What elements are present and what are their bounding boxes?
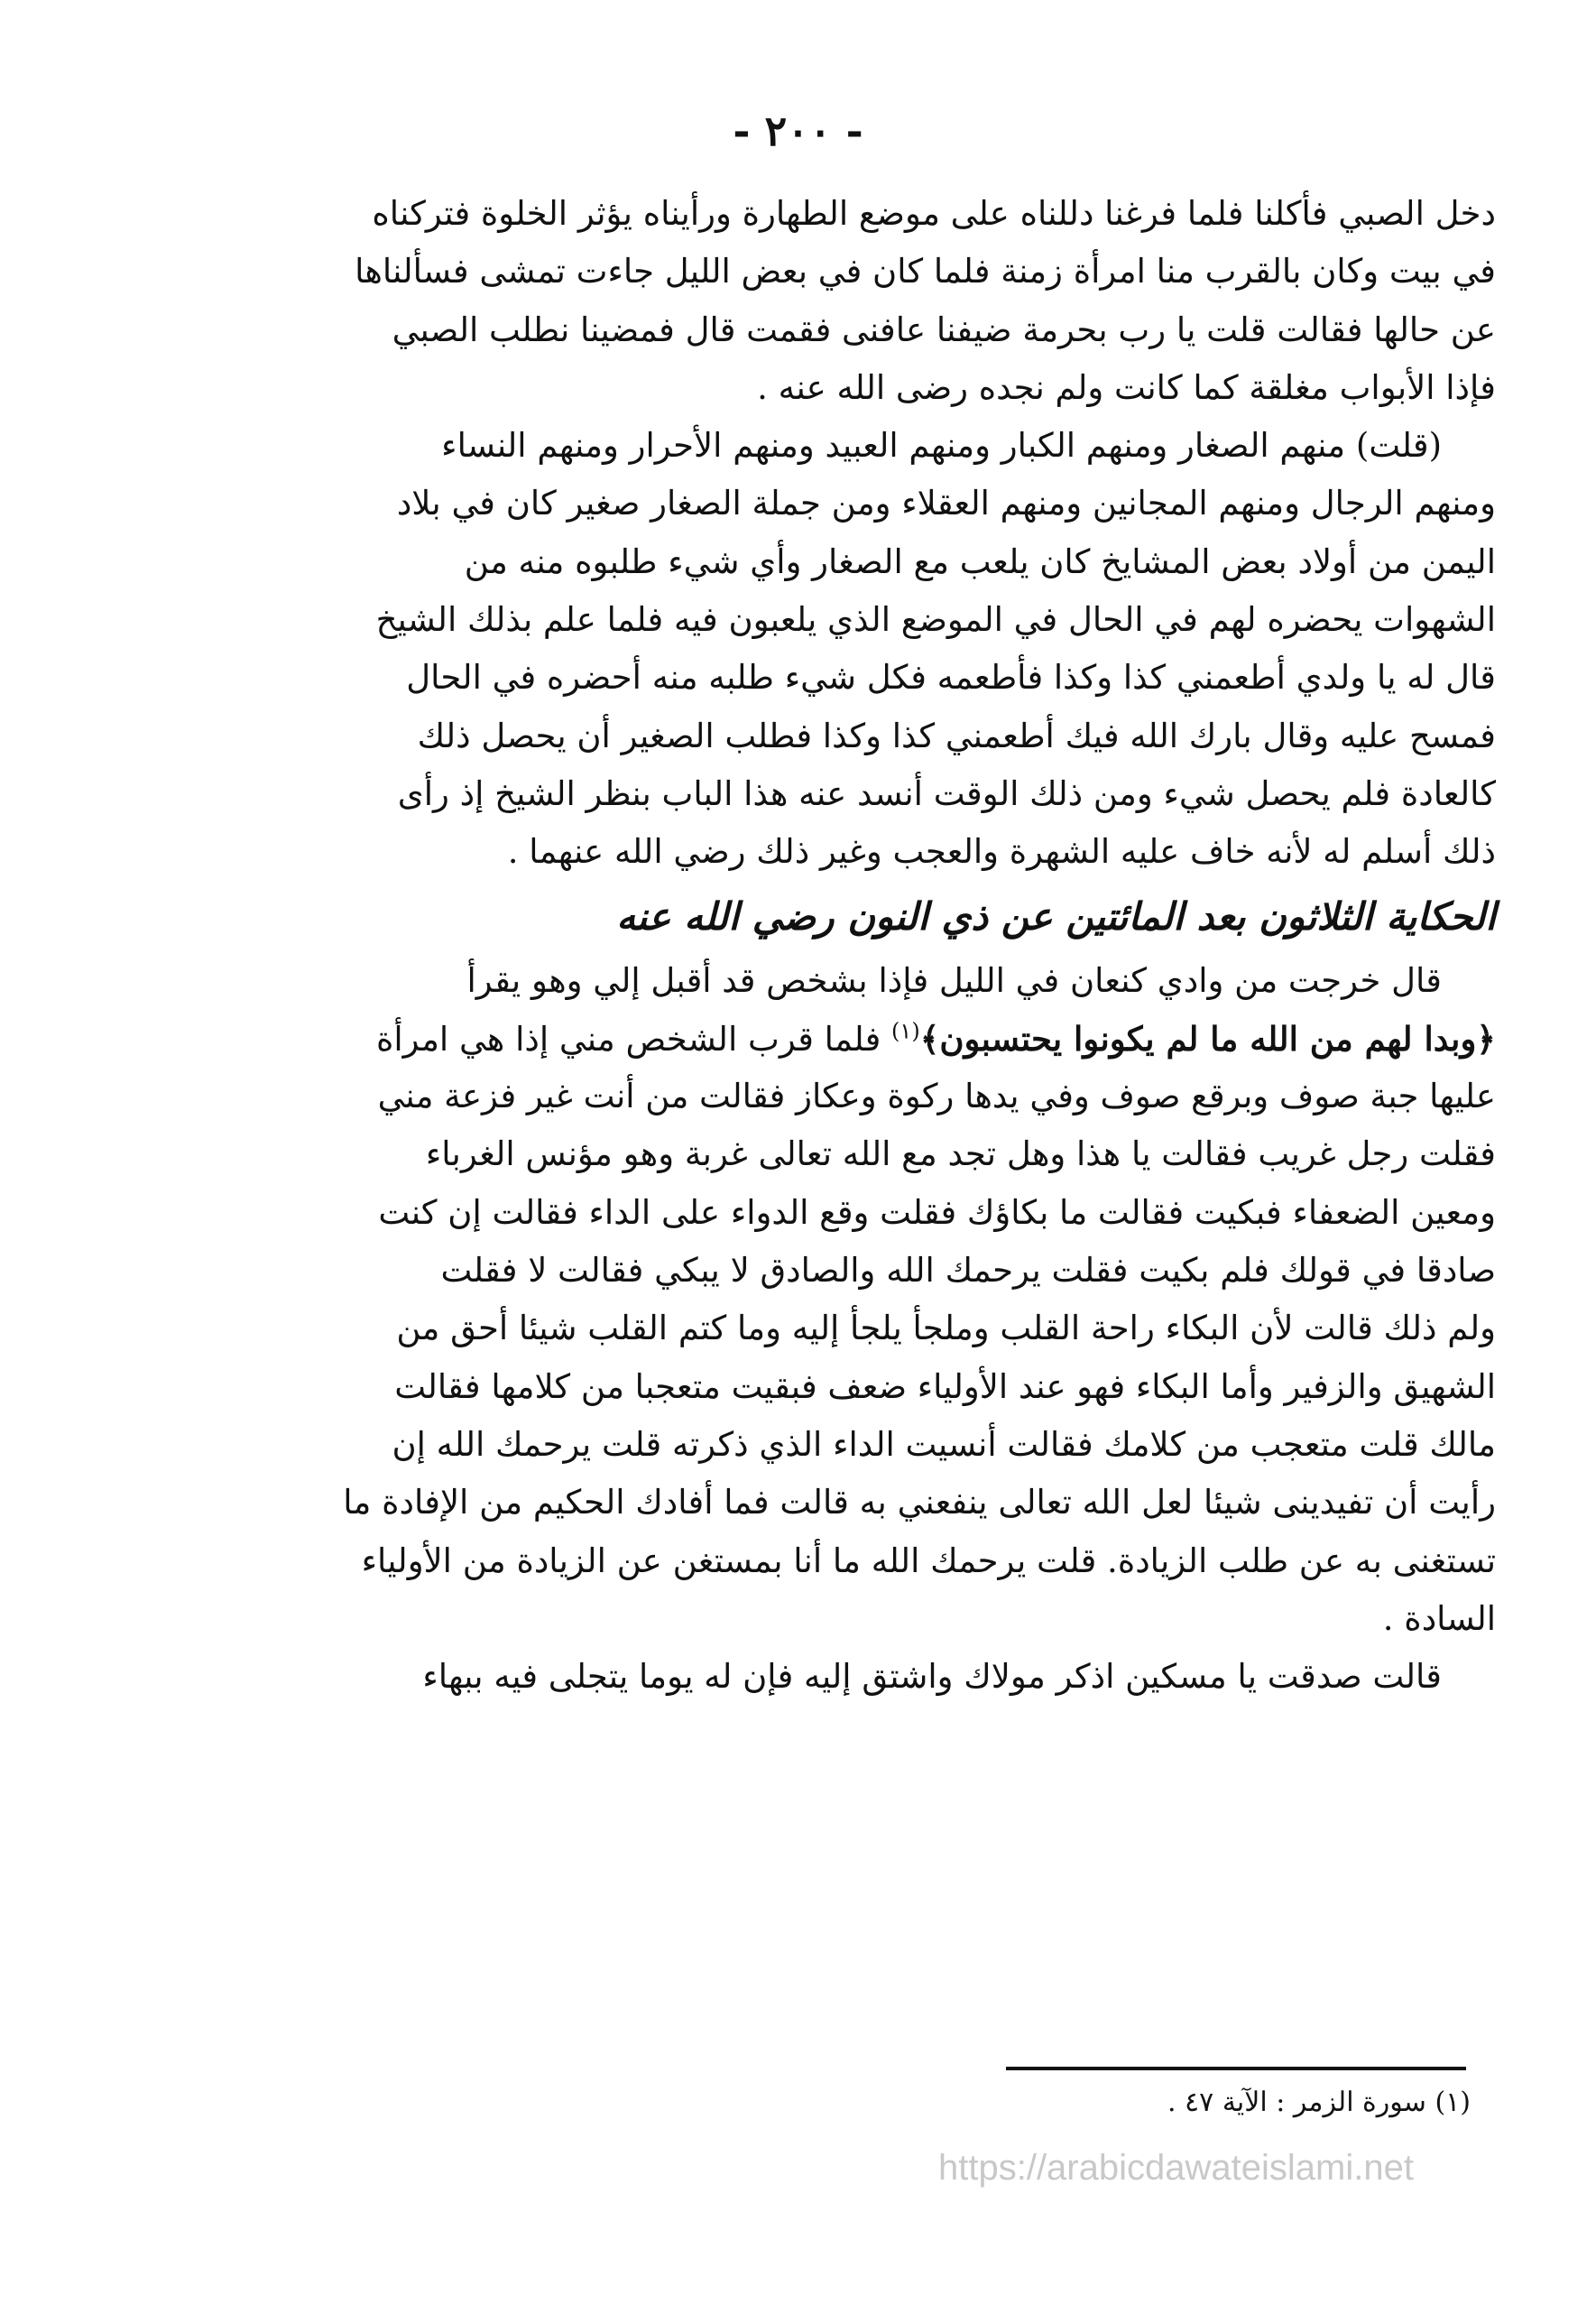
text-line: (قلت) منهم الصغار ومنهم الكبار ومنهم العبيد ومنهم الأحرار ومنهم النساء (441, 426, 1442, 466)
text-line: الشهوات يحضره لهم في الحال في الموضع الذي يلعبون فيه فلما علم بذلك الشيخ (375, 600, 1496, 640)
text-line: مالك قلت متعجب من كلامك فقالت أنسيت الداء الذي ذكرته قلت يرحمك الله إن (392, 1424, 1496, 1464)
page-body (106, 185, 1496, 1706)
text-segment: فلما قرب الشخص مني إذا هي امرأة (376, 1019, 892, 1059)
text-line: فمسح عليه وقال بارك الله فيك أطعمني كذا وكذا فطلب الصغير أن يحصل ذلك (417, 716, 1496, 755)
text-line: ومعين الضعفاء فبكيت فقالت ما بكاؤك فقلت وقع الدواء على الداء فقالت إن كنت (378, 1192, 1496, 1232)
story-heading: الحكاية الثلاثون بعد المائتين عن ذي النون رضي الله عنه (616, 893, 1496, 939)
text-line: عليها جبة صوف وبرقع صوف وفي يدها ركوة وعكاز فقالت من أنت غير فزعة مني (377, 1077, 1496, 1116)
text-line: صادقا في قولك فلم بكيت فقلت يرحمك الله والصادق لا يبكي فقالت لا فقلت (440, 1251, 1496, 1291)
text-line: في بيت وكان بالقرب منا امرأة زمنة فلما كان في بعض الليل جاءت تمشى فسألناها (355, 252, 1496, 292)
text-line: تستغنى به عن طلب الزيادة. قلت يرحمك الله ما أنا بمستغن عن الزيادة من الأولياء (361, 1541, 1496, 1580)
text-line: ومنهم الرجال ومنهم المجانين ومنهم العقلاء ومن جملة الصغار صغير كان في بلاد (396, 484, 1496, 523)
text-line: قال له يا ولدي أطعمني كذا وكذا فأطعمه فكل شيء طلبه منه أحضره في الحال (406, 658, 1496, 698)
footnote: (١) سورة الزمر : الآية ٤٧ . (1167, 2087, 1471, 2118)
text-line: فقلت رجل غريب فقالت يا هذا وهل تجد مع الله تعالى غربة وهو مؤنس الغرباء (425, 1134, 1496, 1174)
text-line: دخل الصبي فأكلنا فلما فرغنا دللناه على موضع الطهارة ورأيناه يؤثر الخلوة فتركناه (372, 194, 1496, 233)
text-line: رأيت أن تفيدينى شيئا لعل الله تعالى ينفعني به قالت فما أفادك الحكيم من الإفادة ما (343, 1483, 1496, 1522)
text-line: فإذا الأبواب مغلقة كما كانت ولم نجده رضى الله عنه . (757, 367, 1496, 407)
text-line: السادة . (1382, 1598, 1496, 1638)
text-line: ذلك أسلم له لأنه خاف عليه الشهرة والعجب وغير ذلك رضي الله عنهما . (507, 832, 1496, 872)
text-line: اليمن من أولاد بعض المشايخ كان يلعب مع الصغار وأي شيء طلبوه منه من (464, 541, 1496, 581)
text-line: قالت صدقت يا مسكين اذكر مولاك واشتق إليه فإن له يوما يتجلى فيه ببهاء (422, 1657, 1442, 1697)
text-line: ولم ذلك قالت لأن البكاء راحة القلب وملجأ يلجأ إليه وما كتم القلب شيئا أحق من (396, 1309, 1496, 1348)
text-line: كالعادة فلم يحصل شيء ومن ذلك الوقت أنسد عنه هذا الباب بنظر الشيخ إذ رأى (397, 773, 1496, 813)
text-line-with-verse (106, 1010, 1496, 1068)
watermark-url: https://arabicdawateislami.net (938, 2148, 1414, 2188)
footnote-reference[interactable]: (١) (891, 1018, 920, 1044)
text-line: قال خرجت من وادي كنعان في الليل فإذا بشخص قد أقبل إلي وهو يقرأ (466, 960, 1442, 1000)
footnote-divider (1006, 2067, 1466, 2070)
text-line: عن حالها فقالت قلت يا رب بحرمة ضيفنا عافنى فقمت قال فمضينا نطلب الصبي (392, 310, 1496, 349)
text-line: الشهيق والزفير وأما البكاء فهو عند الأولياء ضعف فبقيت متعجبا من كلامها فقالت (394, 1366, 1496, 1406)
quran-verse: ﴿وبدا لهم من الله ما لم يكونوا يحتسبون﴾ (919, 1018, 1496, 1059)
page-number: - ٢٠٠ - (733, 106, 863, 155)
